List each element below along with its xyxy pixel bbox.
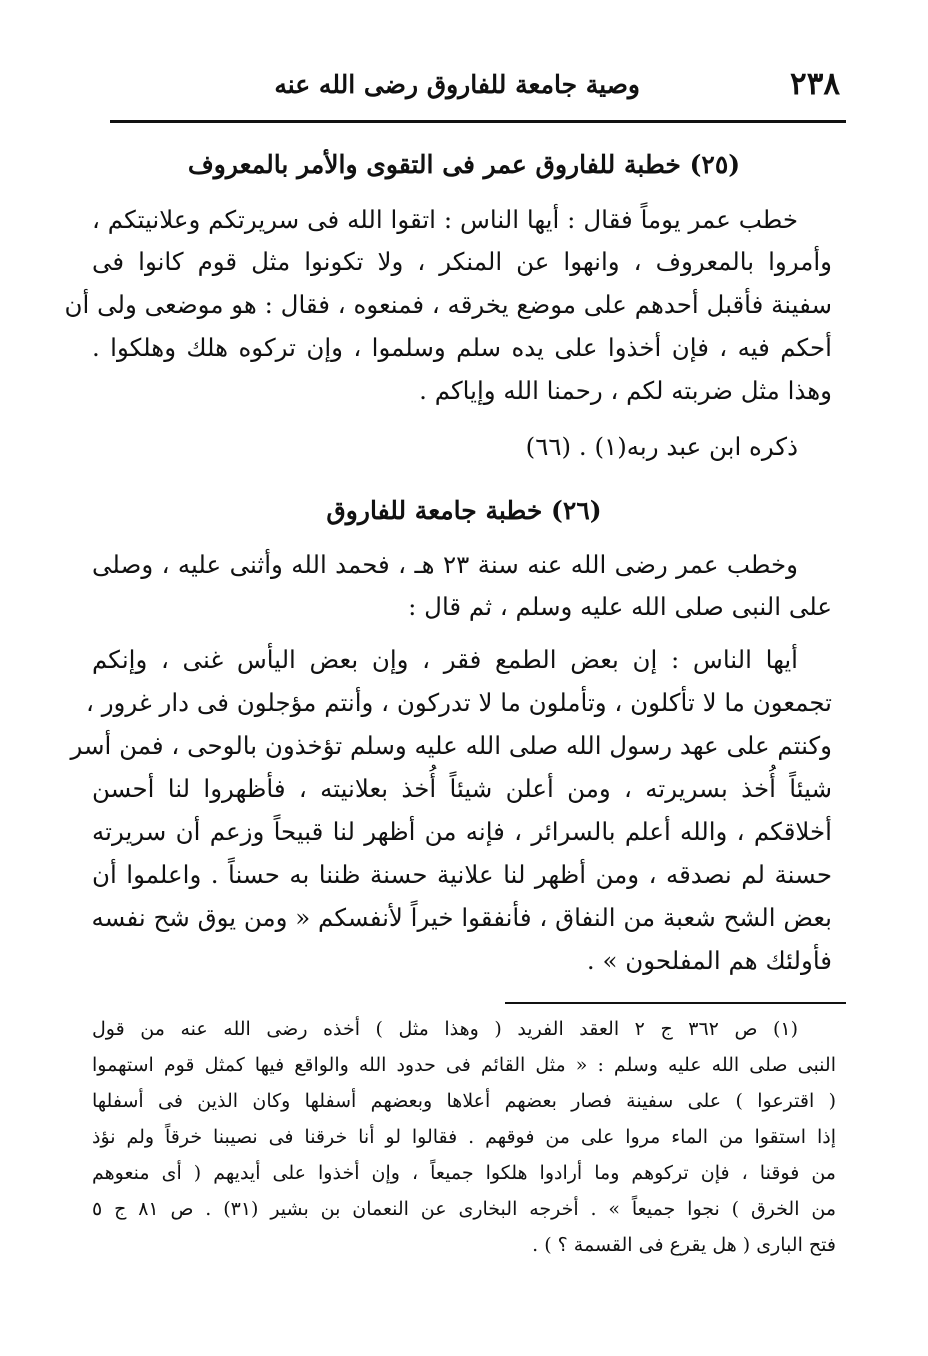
body-line: على النبى صلى الله عليه وسلم ، ثم قال : xyxy=(408,592,832,621)
running-title: وصية جامعة للفاروق رضى الله عنه xyxy=(274,70,640,99)
body-line: وهذا مثل ضربته لكم ، رحمنا الله وإياكم . xyxy=(419,376,832,405)
body-line: خطب عمر يوماً فقال : أيها الناس : اتقوا الله فى سريرتكم وعلانيتكم ، xyxy=(92,205,798,234)
footnote-line: فتح البارى ( هل يقرع فى القسمة ؟ ) . xyxy=(532,1234,836,1256)
header-rule xyxy=(110,120,846,123)
page-number: ٢٣٨ xyxy=(790,66,840,102)
body-line: حسنة لم نصدقه ، ومن أظهر لنا علانية حسنة ظننا به حسناً . واعلموا أن xyxy=(92,860,832,889)
body-line: أحكم فيه ، فإن أخذوا على يده سلم وسلموا ، وإن تركوه هلك وهلكوا . xyxy=(92,333,832,362)
footnote-line: إذا استقوا من الماء مروا على من فوقهم . فقالوا لو أنا خرقنا فى نصيبنا خرقاً ولم نؤذ xyxy=(92,1126,836,1148)
page-header xyxy=(112,66,840,106)
section-title-26: (٢٦) خطبة جامعة للفاروق xyxy=(326,496,602,525)
footnote-rule xyxy=(505,1002,846,1004)
body-line: أخلاقكم ، والله أعلم بالسرائر ، فإنه من أظهر لنا قبيحاً وزعم أن سريرته xyxy=(92,817,832,846)
body-line: فأولئك هم المفلحون » . xyxy=(586,946,832,975)
body-line: سفينة فأقبل أحدهم على موضع يخرقه ، فمنعوه ، فقال : هو موضعى ولى أن xyxy=(64,290,832,319)
footnote-line: من الخرق ) نجوا جميعاً » . أخرجه البخارى عن النعمان بن بشير (٣١) . ص ٨١ ج ٥ xyxy=(92,1198,836,1220)
footnote-line: النبى صلى الله عليه وسلم : « مثل القائم فى حدود الله والواقع فيها كمثل قوم استهموا xyxy=(92,1054,836,1076)
footnote-line: ( اقترعوا ) على سفينة فصار بعضهم أعلاها وبعضهم أسفلها وكان الذين فى أسفلها xyxy=(92,1090,836,1112)
body-line: وكنتم على عهد رسول الله صلى الله عليه وسلم تؤخذون بالوحى ، فمن أسر xyxy=(70,731,832,760)
source-citation: ذكره ابن عبد ربه(١) . (٦٦) xyxy=(525,432,798,461)
body-line: أيها الناس : إن بعض الطمع فقر ، وإن بعض اليأس غنى ، وإنكم xyxy=(92,645,798,674)
section-title-25: (٢٥) خطبة للفاروق عمر فى التقوى والأمر بالمعروف xyxy=(187,150,741,179)
footnote-line: من فوقنا ، فإن تركوهم وما أرادوا هلكوا جميعاً ، وإن أخذوا على أيديهم ( أى منعوهم xyxy=(92,1162,836,1184)
footnote-line: (١) ص ٣٦٢ ج ٢ العقد الفريد ( وهذا مثل ) أخذه رضى الله عنه من قول xyxy=(92,1018,799,1040)
body-line: وخطب عمر رضى الله عنه سنة ٢٣ هـ ، فحمد الله وأثنى عليه ، وصلى xyxy=(92,550,798,579)
body-line: شيئاً أُخذ بسريرته ، ومن أعلن شيئاً أُخذ بعلانيته ، فأظهروا لنا أحسن xyxy=(92,774,832,803)
body-line: بعض الشح شعبة من النفاق ، فأنفقوا خيراً لأنفسكم « ومن يوق شح نفسه xyxy=(91,903,832,932)
body-line: وأمروا بالمعروف ، وانهوا عن المنكر ، ولا تكونوا مثل قوم كانوا فى xyxy=(92,247,832,276)
body-line: تجمعون ما لا تأكلون ، وتأملون ما لا تدركون ، وأنتم مؤجلون فى دار غرور ، xyxy=(86,688,832,717)
